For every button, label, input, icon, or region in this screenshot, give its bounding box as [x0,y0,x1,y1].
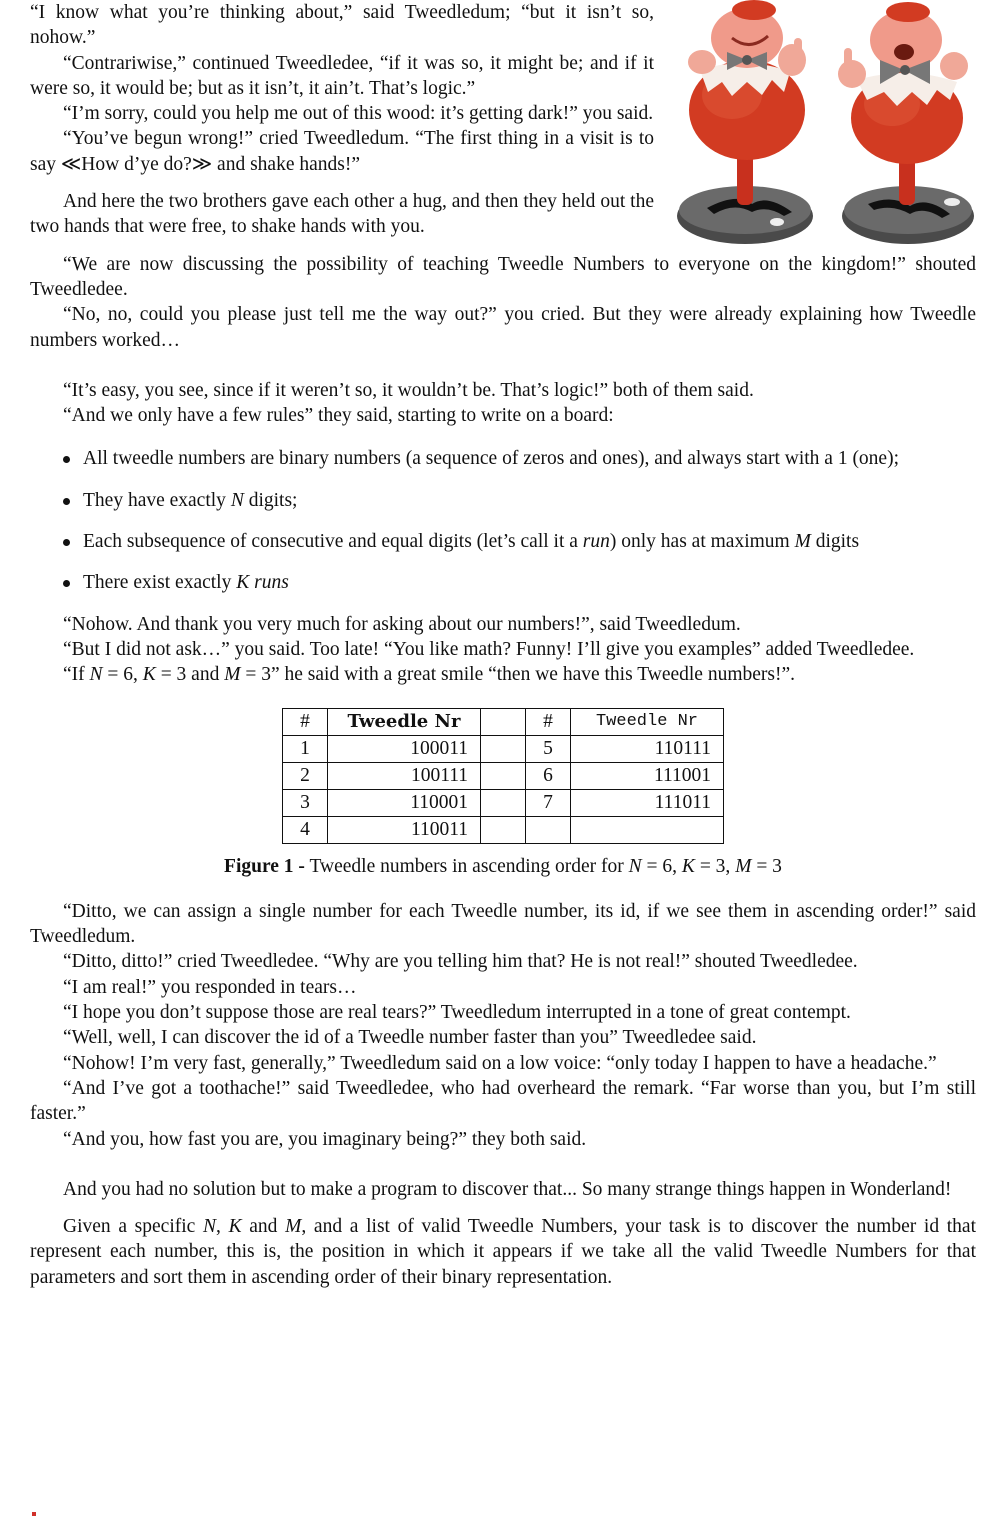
task-paragraph [30,1214,976,1290]
cell-value: 100111 [328,762,481,789]
cell-value: 111011 [571,789,724,816]
table-row [283,762,724,789]
text: = 3 [751,855,782,877]
paragraph: “Contrariwise,” continued Tweedledee, “if it was so, it might be; and if it were so, it would be; but as it isn’t, it ain’t. That’s logic.” [30,52,654,99]
paragraph: “And we only have a few rules” they said, starting to write on a board: [63,405,614,427]
text: = 3” he said with a great smile “then we have this Tweedle numbers!”. [240,664,796,686]
rule-text: There exist exactly [83,572,237,594]
cell-value [571,816,724,843]
cell-id: 2 [283,762,328,789]
header-tweedle-nr: Tweedle Nr [571,708,724,735]
figure-caption [30,854,976,879]
paragraph: “But I did not ask…” you said. Too late! “You like math? Funny! I’ll give you examples” added Tweedledee. [63,638,915,660]
math-var: M [794,531,811,553]
paragraph: “I’m sorry, could you help me out of this wood: it’s getting dark!” you said. [63,103,654,125]
math-var: N [628,855,642,877]
math-var: M [735,855,752,877]
cut-off-heading-fragment [32,1512,36,1516]
text: , and a list of valid Tweedle Numbers, your task is to discover the number id that represent each number, this is, the position in which it appears if we take all the valid Tweedle Numbers for that parameters and sort them in ascending order of their binary representation. [30,1216,977,1288]
math-var: K [236,572,250,594]
paragraph [30,662,976,687]
intro-section [30,0,654,240]
paragraph: “Well, well, I can discover the id of a Tweedle number faster than you” Tweedledee said. [63,1027,757,1049]
rule-text: They have exactly [83,489,231,511]
header-tweedle-nr: Tweedle Nr [328,708,481,735]
paragraph: “And you, how fast you are, you imaginary being?” they both said. [63,1128,587,1150]
paragraph: “No, no, could you please just tell me the way out?” you cried. But they were already explaining how Tweedle numbers worked… [30,304,976,351]
text: = 3 and [155,664,225,686]
math-var: K [142,664,156,686]
math-var: M [224,664,241,686]
text: , [216,1216,229,1238]
paragraph: “Nohow. And thank you very much for asking about our numbers!”, said Tweedledum. [63,613,741,635]
table-row [283,816,724,843]
table-header-row [283,708,724,735]
spacer-cell [481,816,526,843]
spacer-cell [481,708,526,735]
cell-id: 1 [283,735,328,762]
text: and [241,1216,286,1238]
rule-item [83,488,976,513]
cell-value: 110011 [328,816,481,843]
paragraph: And you had no solution but to make a program to discover that... So many strange things happen in Wonderland! [63,1178,952,1200]
header-id: # [283,708,328,735]
paragraph: “You’ve begun wrong!” cried Tweedledum. “The first thing in a visit is to say ≪How d’ye do?≫ and shake hands!” [30,128,654,175]
math-var: N [203,1216,217,1238]
rule-item [83,570,976,595]
text: = 6, [641,855,682,877]
text: “If [63,664,90,686]
header-id: # [526,708,571,735]
text: Given a specific [63,1216,203,1238]
cell-id: 4 [283,816,328,843]
cell-id: 3 [283,789,328,816]
rules-list [30,446,976,595]
rule-item [83,529,976,554]
paragraph: “Nohow! I’m very fast, generally,” Tweedledum said on a low voice: “only today I happen to have a headache.” [63,1052,937,1074]
rule-text: Each subsequence of consecutive and equal digits (let’s call it a [83,531,583,553]
cell-id: 6 [526,762,571,789]
rule-text: digits [810,531,860,553]
cell-value: 110111 [571,735,724,762]
cell-value: 110001 [328,789,481,816]
text: = 6, [102,664,143,686]
table-row [283,789,724,816]
text: Tweedle numbers in ascending order for [304,855,629,877]
paragraph: “I know what you’re thinking about,” said Tweedledum; “but it isn’t so, nohow.” [30,2,654,49]
rule-text: ) only has at maximum [609,531,795,553]
emphasis: runs [254,572,289,594]
tweedle-table-wrapper [30,708,976,844]
emphasis: run [582,531,610,553]
rule-text: digits; [243,489,298,511]
text: = 3, [694,855,736,877]
problem-statement [30,0,976,1290]
paragraph: “We are now discussing the possibility of teaching Tweedle Numbers to everyone on the kingdom!” shouted Tweedledee. [30,253,976,300]
math-var: N [230,489,244,511]
paragraph: “It’s easy, you see, since if it weren’t so, it wouldn’t be. That’s logic!” both of them said. [63,379,754,401]
math-var: N [89,664,103,686]
rule-item [83,446,976,471]
spacer-cell [481,762,526,789]
spacer-cell [481,735,526,762]
cell-id: 5 [526,735,571,762]
paragraph: “And I’ve got a toothache!” said Tweedledee, who had overheard the remark. “Far worse than you, but I’m still faster.” [30,1077,976,1125]
cell-id [526,816,571,843]
caption-label: Figure 1 - [224,855,305,877]
spacer-cell [481,789,526,816]
tweedle-numbers-table [282,708,724,844]
math-var: M [285,1216,302,1238]
math-var: K [228,1216,242,1238]
table-row [283,735,724,762]
paragraph: And here the two brothers gave each other a hug, and then they held out the two hands that were free, to shake hands with you. [30,191,654,238]
math-var: K [681,855,695,877]
cell-value: 100011 [328,735,481,762]
cell-value: 111001 [571,762,724,789]
paragraph: “Ditto, ditto!” cried Tweedledee. “Why are you telling him that? He is not real!” shouted Tweedledee. [63,951,858,973]
paragraph: “I am real!” you responded in tears… [63,976,357,998]
paragraph: “Ditto, we can assign a single number for each Tweedle number, its id, if we see them in ascending order!” said Tweedledum. [30,900,976,948]
rule-text: All tweedle numbers are binary numbers (a sequence of zeros and ones), and always start with a 1 (one); [83,448,900,470]
paragraph: “I hope you don’t suppose those are real tears?” Tweedledum interrupted in a tone of great contempt. [63,1002,851,1024]
cell-id: 7 [526,789,571,816]
